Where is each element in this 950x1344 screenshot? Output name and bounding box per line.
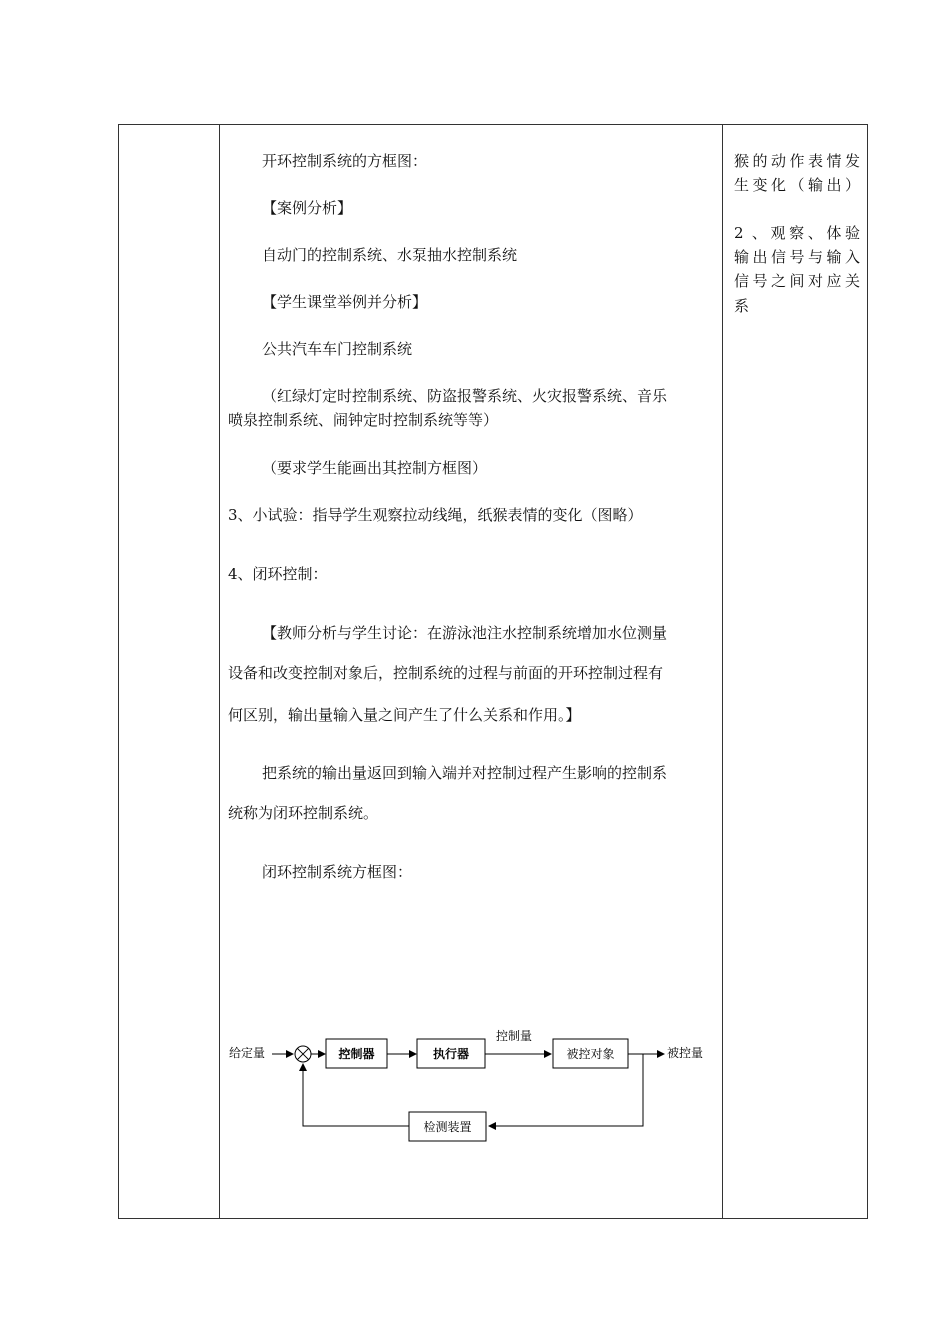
plant-label: 被控对象 — [566, 1047, 615, 1061]
paragraph-bus-door: 公共汽车车门控制系统 — [262, 340, 413, 358]
paragraph-examples-line1: （红绿灯定时控制系统、防盗报警系统、火灾报警系统、音乐 — [262, 387, 668, 405]
heading-student-examples: 【学生课堂举例并分析】 — [262, 293, 428, 311]
note-line-4: 输出信号与输入 — [734, 248, 860, 266]
note-line-1: 猴的动作表情发 — [734, 152, 860, 170]
heading-case-analysis: 【案例分析】 — [262, 199, 353, 217]
paragraph-draw-requirement: （要求学生能画出其控制方框图） — [262, 459, 488, 477]
summing-junction-icon — [295, 1046, 311, 1062]
actuator-label: 执行器 — [432, 1047, 470, 1061]
control-quantity-label: 控制量 — [495, 1029, 533, 1043]
paragraph-definition-line1: 把系统的输出量返回到输入端并对控制过程产生影响的控制系 — [262, 764, 668, 782]
note-line-6: 系 — [734, 297, 750, 315]
paragraph-discussion-line3: 何区别，输出量输入量之间产生了什么关系和作用。】 — [228, 706, 581, 724]
note-line-5: 信号之间对应关 — [734, 272, 860, 290]
paragraph-case-examples: 自动门的控制系统、水泵抽水控制系统 — [262, 246, 518, 264]
paragraph-definition-line2: 统称为闭环控制系统。 — [228, 804, 379, 822]
note-line-2: 生变化（输出） — [734, 176, 860, 194]
paragraph-discussion-line1: 【教师分析与学生讨论：在游泳池注水控制系统增加水位测量 — [262, 624, 668, 642]
diagram-output-label: 被控量 — [667, 1046, 704, 1060]
paragraph-discussion-line2: 设备和改变控制对象后，控制系统的过程与前面的开环控制过程有 — [228, 664, 664, 682]
paragraph-open-loop-title: 开环控制系统的方框图： — [262, 152, 428, 170]
controller-label: 控制器 — [338, 1047, 375, 1061]
diagram-input-label: 给定量 — [229, 1046, 266, 1060]
arrow-sensor-to-summing — [303, 1064, 409, 1126]
note-line-3: 2 、观察、体验 — [734, 224, 860, 242]
paragraph-small-experiment: 3、小试验：指导学生观察拉动线绳，纸猴表情的变化（图略） — [228, 506, 643, 524]
heading-closed-loop: 4、闭环控制： — [228, 565, 328, 583]
sensor-label: 检测装置 — [423, 1120, 472, 1134]
paragraph-examples-line2: 喷泉控制系统、闹钟定时控制系统等等） — [228, 411, 499, 429]
paragraph-closed-loop-title: 闭环控制系统方框图： — [262, 863, 413, 881]
